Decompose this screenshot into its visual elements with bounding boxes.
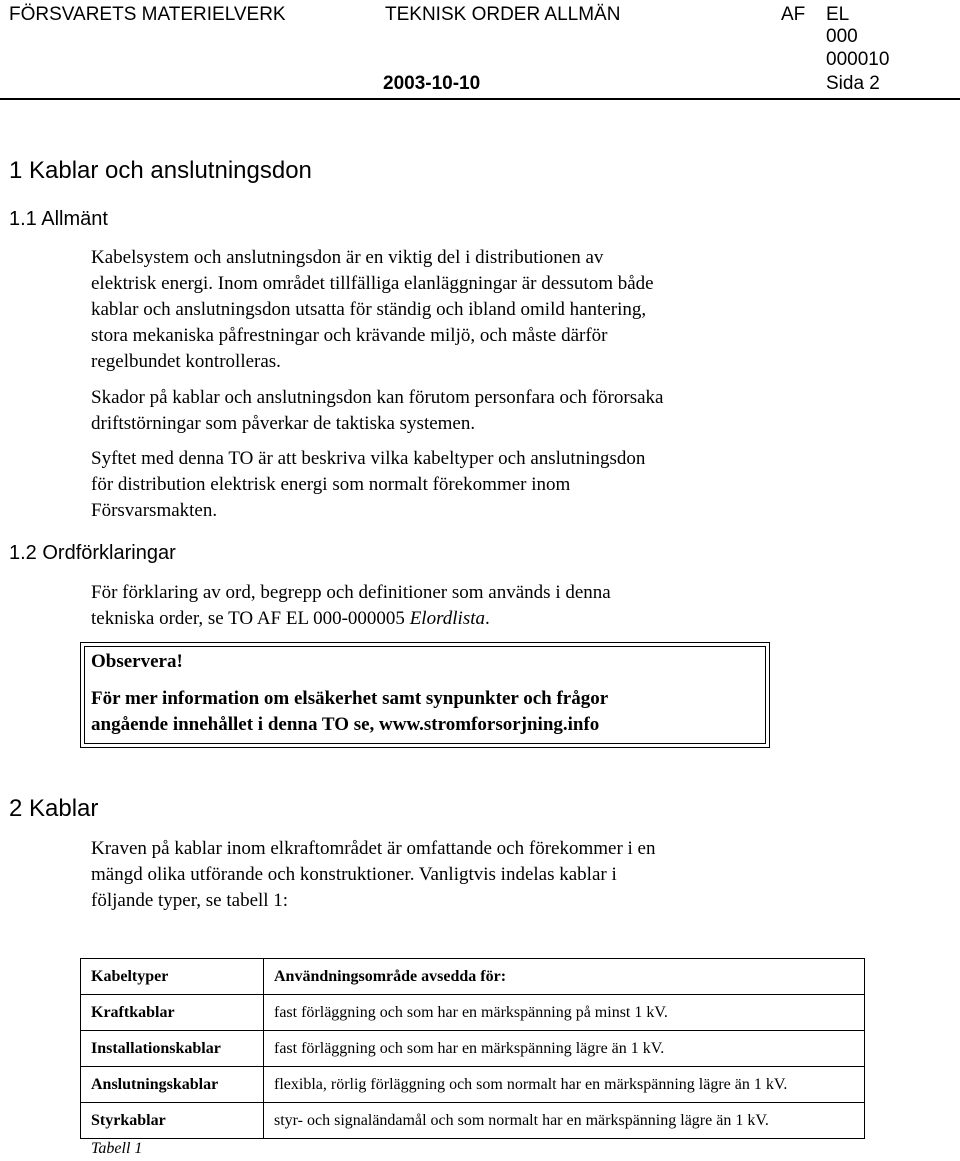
table-cell-usage: fast förläggning och som har en märkspänning på minst 1 kV.: [264, 995, 865, 1031]
text-line: [91, 606, 611, 632]
table-header-row: [81, 959, 865, 995]
text-line: regelbundet kontrolleras.: [91, 351, 281, 372]
text-line-prefix: tekniska order, se TO AF EL 000-000005: [91, 608, 410, 629]
table-cell-usage: styr- och signaländamål och som normalt har en märkspänning lägre än 1 kV.: [264, 1103, 865, 1139]
header-code-number: 000010: [826, 49, 890, 70]
table-header-cell: Användningsområde avsedda för:: [264, 959, 865, 995]
text-line: stora mekaniska påfrestningar och krävande miljö, och måste därför: [91, 325, 608, 346]
header-doc-type: TEKNISK ORDER ALLMÄN: [385, 4, 621, 25]
table-cell-type: Anslutningskablar: [81, 1067, 264, 1103]
text-line: Kabelsystem och anslutningsdon är en viktig del i distributionen av: [91, 247, 604, 268]
text-line: för distribution elektrisk energi som normalt förekommer inom: [91, 474, 571, 495]
note-title: Observera!: [91, 651, 183, 672]
table-cell-usage: fast förläggning och som har en märkspänning lägre än 1 kV.: [264, 1031, 865, 1067]
header-code-af: AF: [781, 4, 806, 25]
elordlista-reference: Elordlista: [409, 608, 485, 629]
header-rule: [0, 98, 960, 100]
section-1-2-heading: 1.2 Ordförklaringar: [9, 542, 176, 564]
text-line: elektrisk energi. Inom området tillfälliga elanläggningar är dessutom både: [91, 273, 654, 294]
table-cell-usage: flexibla, rörlig förläggning och som normalt har en märkspänning lägre än 1 kV.: [264, 1067, 865, 1103]
header-code-el: EL: [826, 4, 850, 25]
text-line: mängd olika utförande och konstruktioner. Vanligtvis indelas kablar i: [91, 864, 617, 885]
paragraph-allmant-2: [91, 385, 663, 437]
header-date: 2003-10-10: [383, 73, 481, 94]
text-line: kablar och anslutningsdon utsatta för ständig och ibland omild hantering,: [91, 299, 647, 320]
table-row: [81, 995, 865, 1031]
header-org: FÖRSVARETS MATERIELVERK: [9, 4, 286, 25]
table-caption: Tabell 1: [91, 1140, 143, 1157]
paragraph-ordforklaringar: [91, 580, 611, 632]
cable-types-table: [80, 958, 865, 1139]
section-2-heading: 2 Kablar: [9, 795, 99, 822]
text-line: driftstörningar som påverkar de taktiska systemen.: [91, 413, 476, 434]
table-row: [81, 1103, 865, 1139]
text-line: Syftet med denna TO är att beskriva vilka kabeltyper och anslutningsdon: [91, 448, 646, 469]
section-1-1-heading: 1.1 Allmänt: [9, 208, 108, 230]
text-line: För förklaring av ord, begrepp och definitioner som används i denna: [91, 582, 611, 603]
text-line-suffix: .: [485, 608, 490, 629]
paragraph-kablar: [91, 836, 655, 914]
text-line: Skador på kablar och anslutningsdon kan förutom personfara och förorsaka: [91, 387, 664, 408]
header-page: Sida 2: [826, 73, 880, 94]
header-code-000: 000: [826, 26, 858, 47]
table-header-cell: Kabeltyper: [81, 959, 264, 995]
table-row: [81, 1067, 865, 1103]
paragraph-allmant-1: [91, 245, 654, 375]
table-row: [81, 1031, 865, 1067]
text-line: Kraven på kablar inom elkraftområdet är omfattande och förekommer i en: [91, 838, 656, 859]
text-line: följande typer, se tabell 1:: [91, 890, 289, 911]
paragraph-allmant-3: [91, 446, 645, 524]
table-cell-type: Installationskablar: [81, 1031, 264, 1067]
note-line-2: angående innehållet i denna TO se, www.stromforsorjning.info: [91, 714, 600, 735]
note-line-1: För mer information om elsäkerhet samt synpunkter och frågor: [91, 688, 609, 709]
text-line: Försvarsmakten.: [91, 500, 218, 521]
section-1-heading: 1 Kablar och anslutningsdon: [9, 157, 312, 184]
table-cell-type: Kraftkablar: [81, 995, 264, 1031]
table-cell-type: Styrkablar: [81, 1103, 264, 1139]
